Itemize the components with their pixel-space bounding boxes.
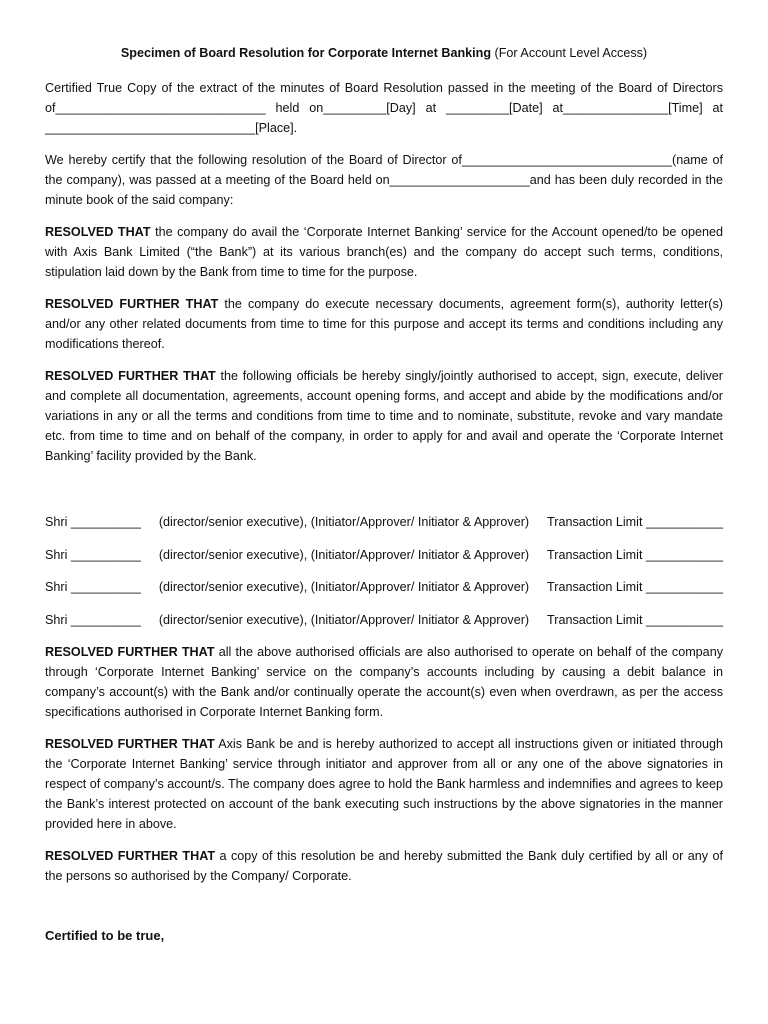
resolution-4 [45,642,723,722]
certify-paragraph: We hereby certify that the following resolution of the Board of Director of______________________________(name of the company), was passed at a meeting of the Board held on____________________and has been duly recorded in the minute book of the said company: [45,153,723,207]
signatory-limit: Transaction Limit ___________ [547,580,723,595]
resolution-2 [45,294,723,354]
intro-paragraph: Certified True Copy of the extract of the minutes of Board Resolution passed in the meeting of the Board of Directors of______________________________ held on_________[Day] at _________[Date] at_______________[Time] at ______________________________[Place]. [45,81,723,135]
resolution-2-label: RESOLVED FURTHER THAT [45,297,219,311]
resolution-4-label: RESOLVED FURTHER THAT [45,645,215,660]
signatory-limit: Transaction Limit ___________ [547,515,723,529]
signatory-name: Shri __________ [45,515,141,529]
signatory-name: Shri __________ [45,612,141,627]
resolution-1 [45,222,723,282]
resolution-5-label: RESOLVED FURTHER THAT [45,737,215,752]
signatory-role: (director/senior executive), (Initiator/Approver/ Initiator & Approver) [158,547,530,562]
resolution-4-text: all the above authorised officials are also authorised to operate on behalf of the company through ‘Corporate Internet Banking’ service on the company’s accounts including by causing a debit balance in company’s account(s) with the Bank and/or continually operate the account(s) even when overdrawn, as per the access specifications authorised in Corporate Internet Banking form. [45,645,723,720]
resolution-6-text: a copy of this resolution be and hereby submitted the Bank duly certified by all or any of the persons so authorised by the Company/ Corporate. [45,849,723,884]
signatory-role: (director/senior executive), (Initiator/Approver/ Initiator & Approver) [158,580,530,595]
signatory-role: (director/senior executive), (Initiator/Approver/ Initiator & Approver) [158,612,530,627]
signatory-name: Shri __________ [45,547,141,562]
certified-line: Certified to be true, [45,928,165,944]
signatory-role: (director/senior executive), (Initiator/Approver/ Initiator & Approver) [158,515,530,529]
title-rest: (For Account Level Access) [491,46,648,60]
signatory-name: Shri __________ [45,580,141,595]
resolution-1-text: the company do avail the ‘Corporate Internet Banking’ service for the Account opened/to be opened with Axis Bank Limited (“the Bank”) at its various branch(es) and the company do accept such terms, conditions, stipulation laid down by the Bank from time to time for the purpose. [45,225,723,279]
signatory-row [45,577,723,597]
resolution-5-text: Axis Bank be and is hereby authorized to accept all instructions given or initiated through the ‘Corporate Internet Banking’ service through initiator and approver from all or any one of the above signatories in respect of company’s account/s. The company does agree to hold the Bank harmless and indemnifies and agrees to keep the Bank’s interest protected on account of the bank executing such instructions by the above signatories in the manner provided here in above. [45,737,723,832]
resolution-3 [45,366,723,466]
resolution-6 [45,846,723,886]
signatory-limit: Transaction Limit ___________ [547,612,723,627]
signatory-row [45,610,723,630]
title-bold: Specimen of Board Resolution for Corporate Internet Banking [120,46,492,60]
document-title [45,46,723,60]
resolution-3-label: RESOLVED FURTHER THAT [45,369,216,383]
signatory-limit: Transaction Limit ___________ [547,547,723,562]
resolution-3-text: the following officials be hereby singly/jointly authorised to accept, sign, execute, deliver and complete all documentation, agreements, account opening forms, and accept and abide by the modifications and/or variations in any or all the terms and conditions from time to time and to nominate, substitute, revoke and vary mandate etc. from time to time and on behalf of the company, in order to apply for and avail and operate the ‘Corporate Internet Banking’ facility provided by the Bank. [45,369,723,463]
signatory-row [45,545,723,565]
resolution-1-label: RESOLVED THAT [45,225,151,239]
resolution-6-label: RESOLVED FURTHER THAT [45,849,216,864]
signatory-row [45,512,723,532]
resolution-2-text: the company do execute necessary documents, agreement form(s), authority letter(s) and/or any other related documents from time to time for this purpose and accept its terms and conditions including any modifications thereof. [45,297,723,351]
resolution-5 [45,734,723,834]
